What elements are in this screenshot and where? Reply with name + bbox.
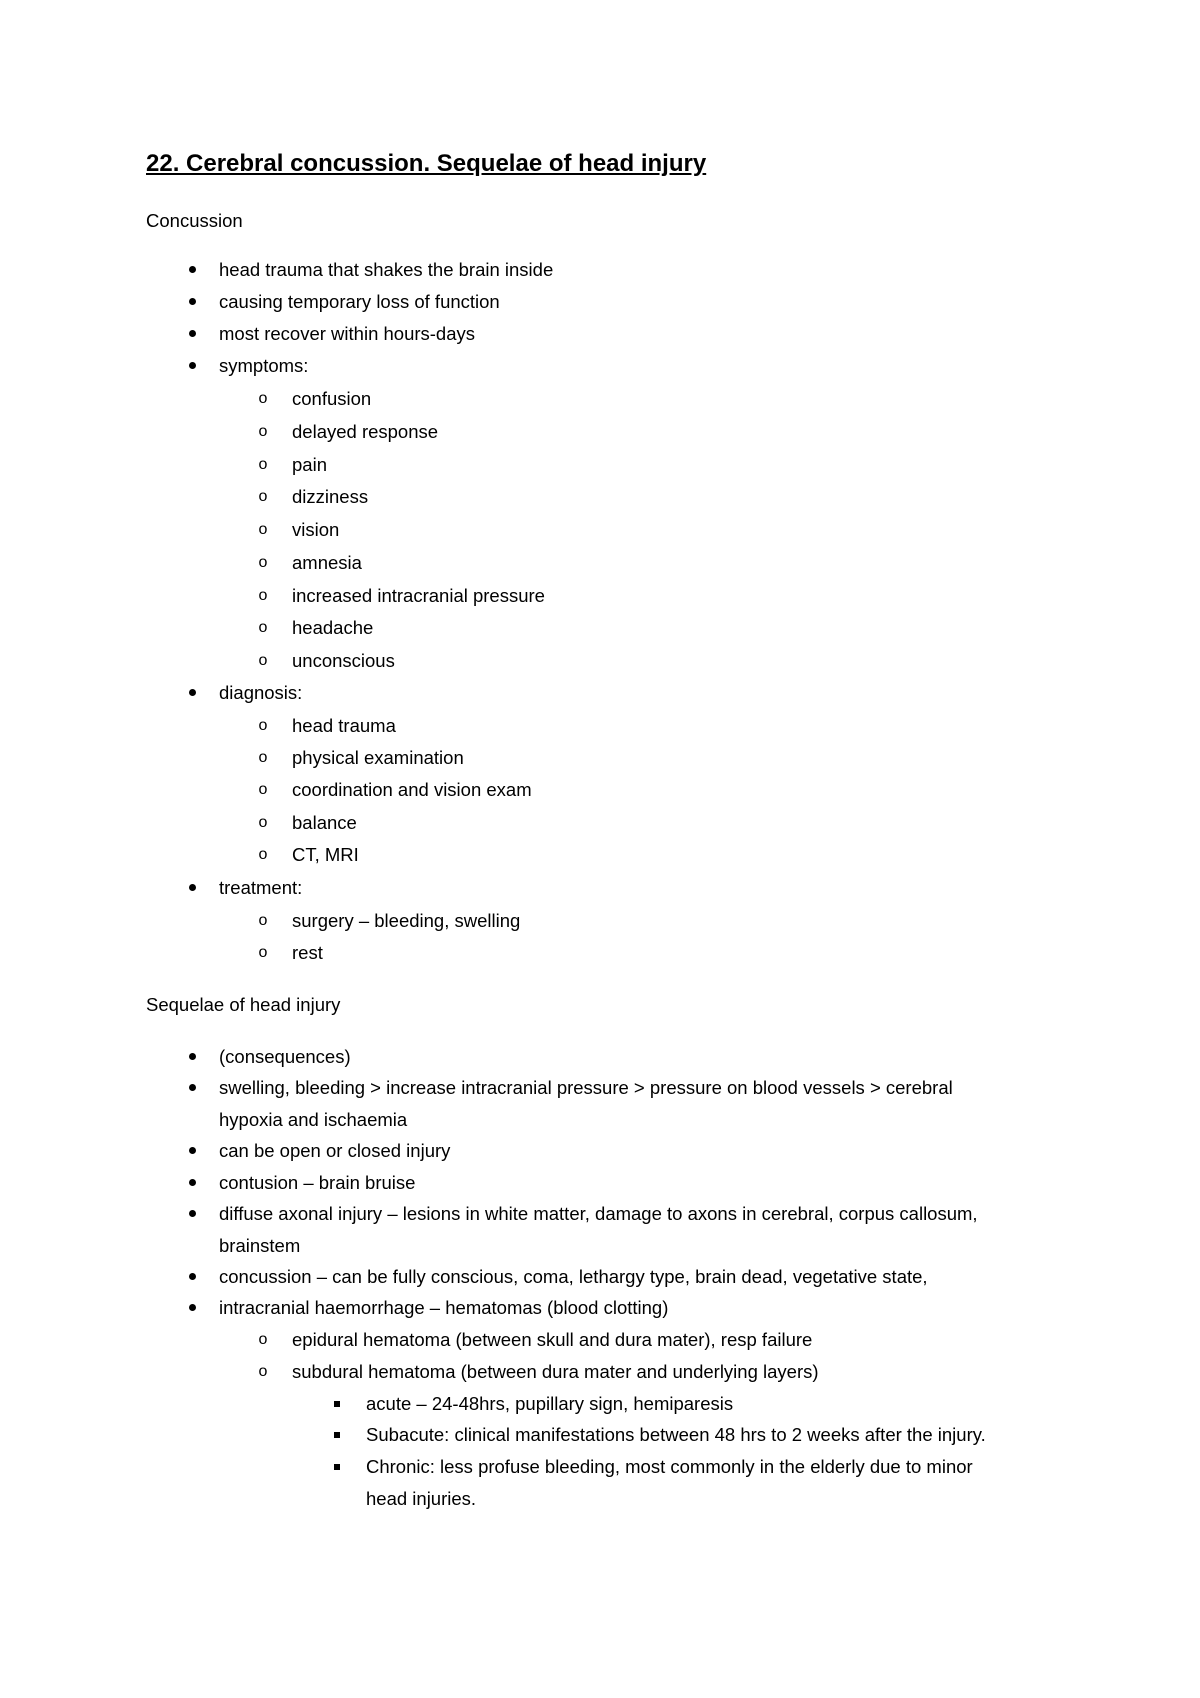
circle-bullet-icon: o (258, 944, 268, 961)
sub-list-item: unconscious (292, 650, 395, 671)
bullet-icon (185, 255, 199, 285)
circle-bullet-icon: o (258, 1331, 268, 1348)
sub-sub-list-item: Subacute: clinical manifestations between 48 hrs to 2 weeks after the injury. (366, 1424, 986, 1445)
circle-bullet-icon: o (258, 488, 268, 505)
sub-list-item: physical examination (292, 747, 464, 768)
sub-list-item: CT, MRI (292, 844, 359, 865)
bullet-icon (185, 1073, 199, 1103)
sub-sub-list-item: Chronic: less profuse bleeding, most commonly in the elderly due to minor (366, 1456, 973, 1477)
circle-bullet-icon: o (258, 521, 268, 538)
circle-bullet-icon: o (258, 912, 268, 929)
circle-bullet-icon: o (258, 814, 268, 831)
circle-bullet-icon: o (258, 652, 268, 669)
section-heading-sequelae: Sequelae of head injury (146, 994, 341, 1015)
list-item: most recover within hours-days (219, 323, 476, 344)
sub-list-item: surgery – bleeding, swelling (292, 910, 521, 931)
square-bullet-icon (330, 1389, 344, 1419)
sub-list-item: head trauma (292, 715, 396, 736)
list-item: swelling, bleeding > increase intracranial pressure > pressure on blood vessels > cerebral (219, 1077, 953, 1098)
sub-list-item: confusion (292, 388, 372, 409)
list-item: (consequences) (219, 1046, 351, 1067)
bullet-icon (185, 351, 199, 381)
sub-list-item: rest (292, 942, 323, 963)
sub-sub-list-item-continuation: head injuries. (366, 1488, 477, 1509)
list-item: head trauma that shakes the brain inside (219, 259, 554, 280)
bullet-icon (185, 1168, 199, 1198)
square-bullet-icon (330, 1420, 344, 1450)
list-item: causing temporary loss of function (219, 291, 500, 312)
sub-list-item: balance (292, 812, 357, 833)
sub-list-item: delayed response (292, 421, 439, 442)
sub-list-item: vision (292, 519, 340, 540)
sub-sub-list-item: acute – 24-48hrs, pupillary sign, hemiparesis (366, 1393, 734, 1414)
section-heading-concussion: Concussion (146, 210, 243, 231)
sub-list-item: increased intracranial pressure (292, 585, 545, 606)
circle-bullet-icon: o (258, 456, 268, 473)
circle-bullet-icon: o (258, 619, 268, 636)
bullet-icon (185, 678, 199, 708)
list-item-continuation: hypoxia and ischaemia (219, 1109, 408, 1130)
sub-list-item: coordination and vision exam (292, 779, 532, 800)
list-item: can be open or closed injury (219, 1140, 451, 1161)
circle-bullet-icon: o (258, 1363, 268, 1380)
circle-bullet-icon: o (258, 587, 268, 604)
circle-bullet-icon: o (258, 717, 268, 734)
bullet-icon (185, 1199, 199, 1229)
sub-list-item: dizziness (292, 486, 369, 507)
bullet-icon (185, 1042, 199, 1072)
bullet-icon (185, 873, 199, 903)
circle-bullet-icon: o (258, 390, 268, 407)
square-bullet-icon (330, 1452, 344, 1482)
bullet-icon (185, 1262, 199, 1292)
sub-list-item: pain (292, 454, 327, 475)
circle-bullet-icon: o (258, 423, 268, 440)
bullet-icon (185, 319, 199, 349)
bullet-icon (185, 1136, 199, 1166)
list-item-continuation: brainstem (219, 1235, 301, 1256)
circle-bullet-icon: o (258, 846, 268, 863)
sub-list-item: amnesia (292, 552, 362, 573)
list-item: intracranial haemorrhage – hematomas (blood clotting) (219, 1297, 669, 1318)
sub-list-item: subdural hematoma (between dura mater and underlying layers) (292, 1361, 819, 1382)
list-item: diagnosis: (219, 682, 303, 703)
circle-bullet-icon: o (258, 554, 268, 571)
circle-bullet-icon: o (258, 749, 268, 766)
sub-list-item: epidural hematoma (between skull and dura mater), resp failure (292, 1329, 813, 1350)
bullet-icon (185, 287, 199, 317)
circle-bullet-icon: o (258, 781, 268, 798)
list-item: symptoms: (219, 355, 309, 376)
list-item: treatment: (219, 877, 303, 898)
document-title: 22. Cerebral concussion. Sequelae of head injury (146, 150, 707, 177)
list-item: concussion – can be fully conscious, coma, lethargy type, brain dead, vegetative state, (219, 1266, 928, 1287)
bullet-icon (185, 1293, 199, 1323)
list-item: diffuse axonal injury – lesions in white matter, damage to axons in cerebral, corpus callosum, (219, 1203, 978, 1224)
sub-list-item: headache (292, 617, 374, 638)
list-item: contusion – brain bruise (219, 1172, 416, 1193)
